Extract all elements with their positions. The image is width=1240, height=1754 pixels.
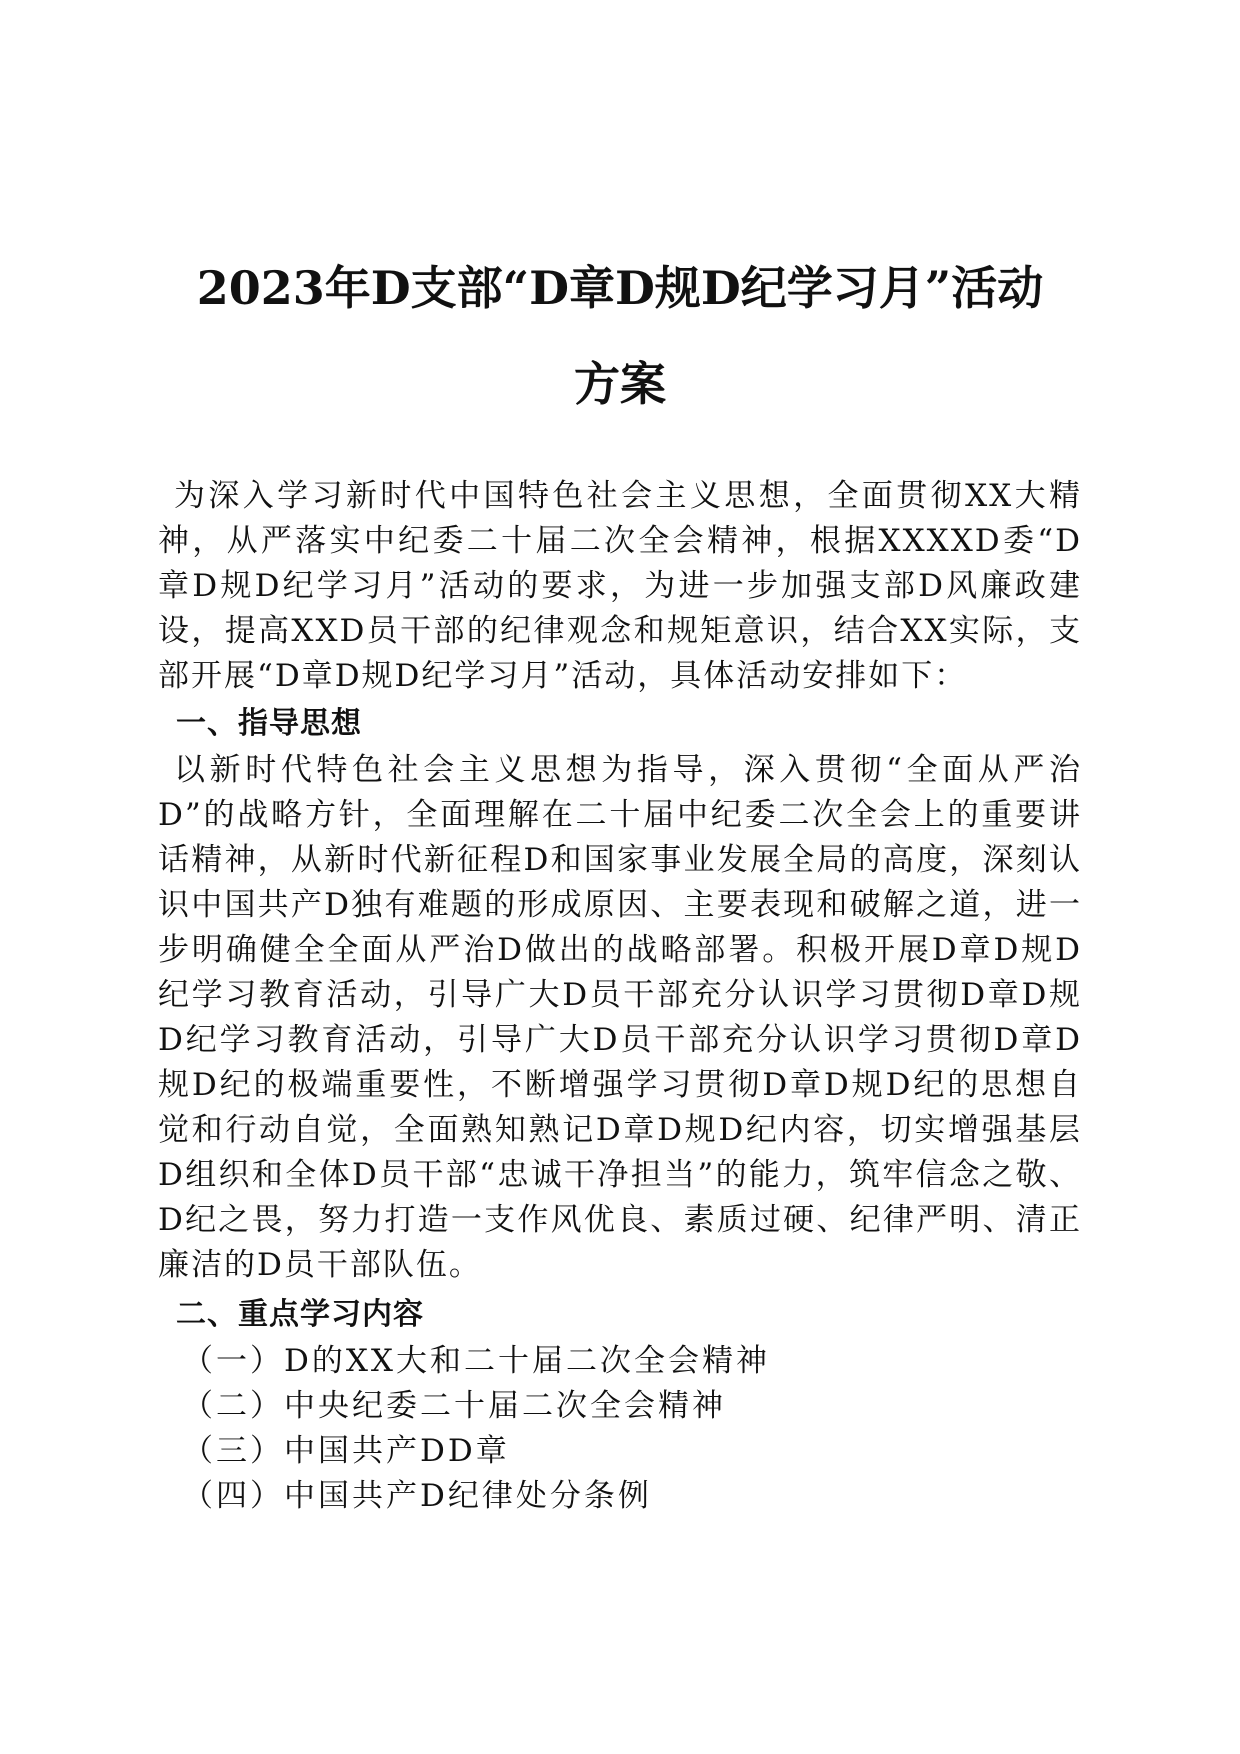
intro-paragraph: 为深入学习新时代中国特色社会主义思想，全面贯彻XX大精神，从严落实中纪委二十届二次全会精神，根据XXXXD委“D章D规D纪学习月”活动的要求，为进一步加强支部D风廉政建设，提高XXD员干部的纪律观念和规矩意识，结合XX实际，支部开展“D章D规D纪学习月”活动，具体活动安排如下： [158, 478, 1082, 694]
document-content [158, 240, 1082, 1519]
title-line-1: 2023年D支部“D章D规D纪学习月”活动 [196, 261, 1044, 315]
title-line-2: 方案 [574, 357, 666, 411]
list-item: （二）中央纪委二十届二次全会精神 [182, 1388, 726, 1424]
section-heading-key-content: 二、重点学习内容 [176, 1297, 424, 1332]
list-item: （三）中国共产DD章 [182, 1433, 510, 1469]
section-heading-guiding-thought: 一、指导思想 [176, 706, 362, 741]
list-item: （一）D的XX大和二十届二次全会精神 [182, 1343, 770, 1379]
key-content-list [158, 1339, 1082, 1519]
guiding-thought-paragraph: 以新时代特色社会主义思想为指导，深入贯彻“全面从严治D”的战略方针，全面理解在二十届中纪委二次全会上的重要讲话精神，从新时代新征程D和国家事业发展全局的高度，深刻认识中国共产D独有难题的形成原因、主要表现和破解之道，进一步明确健全全面从严治D做出的战略部署。积极开展D章D规D纪学习教育活动，引导广大D员干部充分认识学习贯彻D章D规D纪学习教育活动，引导广大D员干部充分认识学习贯彻D章D规D纪的极端重要性，不断增强学习贯彻D章D规D纪的思想自觉和行动自觉，全面熟知熟记D章D规D纪内容，切实增强基层D组织和全体D员干部“忠诚干净担当”的能力，筑牢信念之敬、D纪之畏，努力打造一支作风优良、素质过硬、纪律严明、清正廉洁的D员干部队伍。 [158, 752, 1082, 1283]
list-item: （四）中国共产D纪律处分条例 [182, 1478, 652, 1514]
document-title [158, 240, 1082, 432]
